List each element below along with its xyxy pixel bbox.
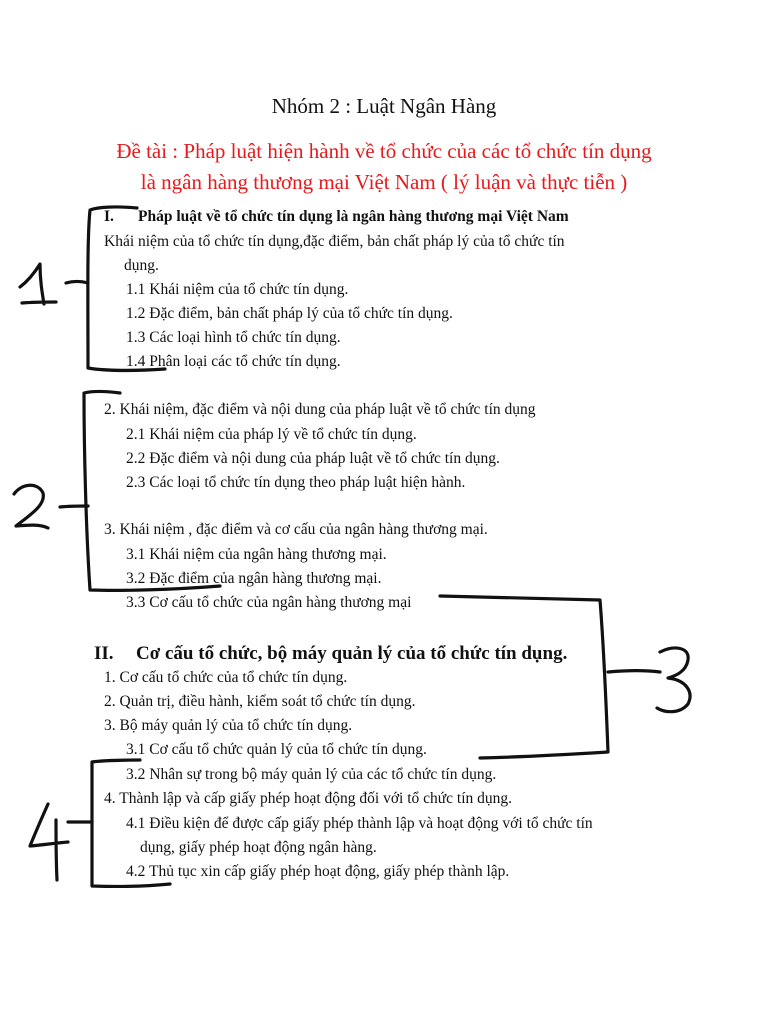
handwritten-number-4 <box>30 804 68 880</box>
bracket-3-tick <box>608 671 660 673</box>
outline-sub-1-1: 1.1 Khái niệm của tổ chức tín dụng. <box>126 281 349 298</box>
outline-sub-3-2: 3.2 Đặc điểm của ngân hàng thương mại. <box>126 570 382 587</box>
outline-sub-1-2: 1.2 Đặc điểm, bản chất pháp lý của tổ chức tín dụng. <box>126 305 453 322</box>
topic-heading <box>84 136 684 198</box>
outline-item-1-1: Khái niệm của tổ chức tín dụng,đặc điểm, bản chất pháp lý của tổ chức tín <box>104 233 565 250</box>
topic-line-2: là ngân hàng thương mại Việt Nam ( lý luận và thực tiễn ) <box>140 170 628 194</box>
section-2-marker: II. <box>94 643 114 664</box>
outline-sub-2-4-2: 4.2 Thủ tục xin cấp giấy phép hoạt động, giấy phép thành lập. <box>126 863 510 880</box>
section-1-heading-text: Pháp luật về tổ chức tín dụng là ngân hàng thương mại Việt Nam <box>138 208 569 225</box>
topic-line-1: Đề tài : Pháp luật hiện hành về tổ chức của các tổ chức tín dụng <box>116 139 652 163</box>
section-2-heading-text: Cơ cấu tổ chức, bộ máy quản lý của tổ chức tín dụng. <box>136 643 568 664</box>
section-1-heading <box>104 207 569 227</box>
outline-item-1-1-cont: dụng. <box>124 257 159 274</box>
section-1-marker: I. <box>104 208 114 225</box>
handwritten-number-1 <box>20 264 56 304</box>
outline-item-2-3: 3. Bộ máy quản lý của tổ chức tín dụng. <box>104 717 353 734</box>
outline-sub-1-4: 1.4 Phân loại các tổ chức tín dụng. <box>126 353 341 370</box>
bracket-2-tick <box>60 506 88 507</box>
bracket-1-tick <box>66 282 88 284</box>
outline-sub-2-1: 2.1 Khái niệm của pháp lý về tổ chức tín dụng. <box>126 426 417 443</box>
outline-item-1-2: 2. Khái niệm, đặc điểm và nội dung của pháp luật về tổ chức tín dụng <box>104 401 536 418</box>
outline-sub-2-2: 2.2 Đặc điểm và nội dung của pháp luật về tổ chức tín dụng. <box>126 450 500 467</box>
outline-sub-2-4-1: 4.1 Điều kiện để được cấp giấy phép thành lập và hoạt động với tổ chức tín <box>126 815 593 832</box>
outline-item-2-4: 4. Thành lập và cấp giấy phép hoạt động đối với tổ chức tín dụng. <box>104 790 513 807</box>
outline-sub-1-3: 1.3 Các loại hình tổ chức tín dụng. <box>126 329 341 346</box>
section-2-heading <box>94 642 567 666</box>
outline-item-1-3: 3. Khái niệm , đặc điểm và cơ cấu của ngân hàng thương mại. <box>104 521 488 538</box>
handwritten-number-3 <box>657 648 690 712</box>
handwritten-number-2 <box>14 485 48 528</box>
outline-sub-2-3-1: 3.1 Cơ cấu tổ chức quản lý của tổ chức tín dụng. <box>126 741 427 758</box>
outline-item-2-2: 2. Quản trị, điều hành, kiểm soát tổ chức tín dụng. <box>104 693 416 710</box>
outline-sub-2-3: 2.3 Các loại tổ chức tín dụng theo pháp luật hiện hành. <box>126 474 466 491</box>
outline-sub-3-3: 3.3 Cơ cấu tổ chức của ngân hàng thương mại <box>126 594 412 611</box>
outline-item-2-1: 1. Cơ cấu tổ chức của tổ chức tín dụng. <box>104 669 348 686</box>
bracket-3 <box>440 596 608 758</box>
page-title: Nhóm 2 : Luật Ngân Hàng <box>271 94 497 118</box>
outline-sub-2-4-1-cont: dụng, giấy phép hoạt động ngân hàng. <box>140 839 377 856</box>
outline-sub-3-1: 3.1 Khái niệm của ngân hàng thương mại. <box>126 546 387 563</box>
outline-sub-2-3-2: 3.2 Nhân sự trong bộ máy quản lý của các tổ chức tín dụng. <box>126 766 497 783</box>
